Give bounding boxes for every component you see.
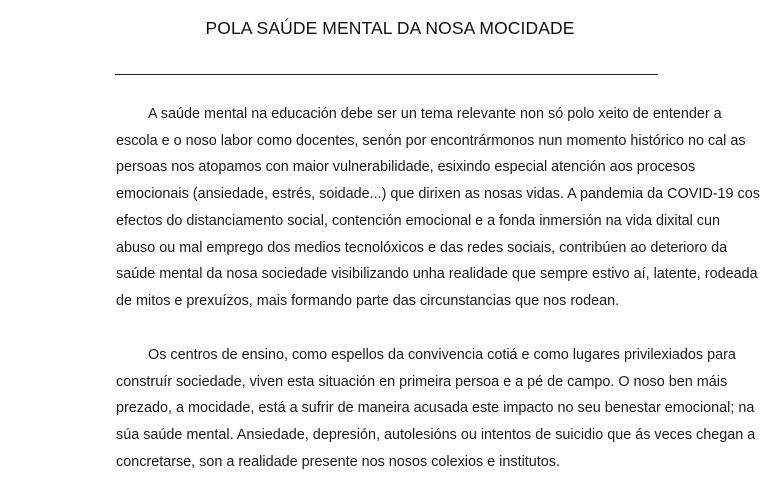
paragraph-line: emocionais (ansiedade, estrés, soidade...) que dirixen as nosas vidas. A pandemia da COVID-19 cos — [116, 186, 760, 203]
paragraph-line: A saúde mental na educación debe ser un tema relevante non só polo xeito de entender a — [148, 106, 722, 122]
paragraph-line: saúde mental da nosa sociedade visibilizando unha realidade que sempre estivo aí, latente, rodeada — [116, 266, 758, 283]
paragraph-line: escola e o noso labor como docentes, senón por encontrármonos nun momento histórico no cal as — [116, 132, 746, 149]
paragraph-line: prezado, a mocidade, está a sufrir de maneira acusada este impacto no seu benestar emocional; na — [116, 400, 755, 417]
paragraph-line: concretarse, son a realidade presente nos nosos colexios e institutos. — [116, 453, 560, 470]
paragraph-line: Os centros de ensino, como espellos da convivencia cotiá e como lugares privilexiados para — [148, 347, 736, 363]
paragraph-line: súa saúde mental. Ansiedade, depresión, autolesións ou intentos de suicidio que ás veces chegan a — [116, 427, 756, 444]
paragraph-1 — [115, 101, 760, 315]
document-title: POLA SAÚDE MENTAL DA NOSA MOCIDADE — [205, 18, 575, 38]
paragraph-line: de mitos e prexuízos, mais formando parte das circunstancias que nos rodean. — [116, 292, 620, 309]
title-underline-rule — [115, 74, 658, 75]
paragraph-line: efectos do distanciamento social, contención emocional e a fonda inmersión na vida dixital cun — [116, 212, 720, 229]
paragraph-line: abuso ou mal emprego dos medios tecnolóxicos e das redes sociais, contribúen ao deterioro da — [116, 239, 728, 256]
paragraph-2 — [115, 342, 756, 476]
paragraph-line: persoas nos atopamos con maior vulnerabilidade, esixindo especial atención aos procesos — [116, 159, 696, 176]
paragraph-line: construír sociedade, viven esta situación en primeira persoa e a pé de campo. O noso ben máis — [116, 373, 728, 390]
